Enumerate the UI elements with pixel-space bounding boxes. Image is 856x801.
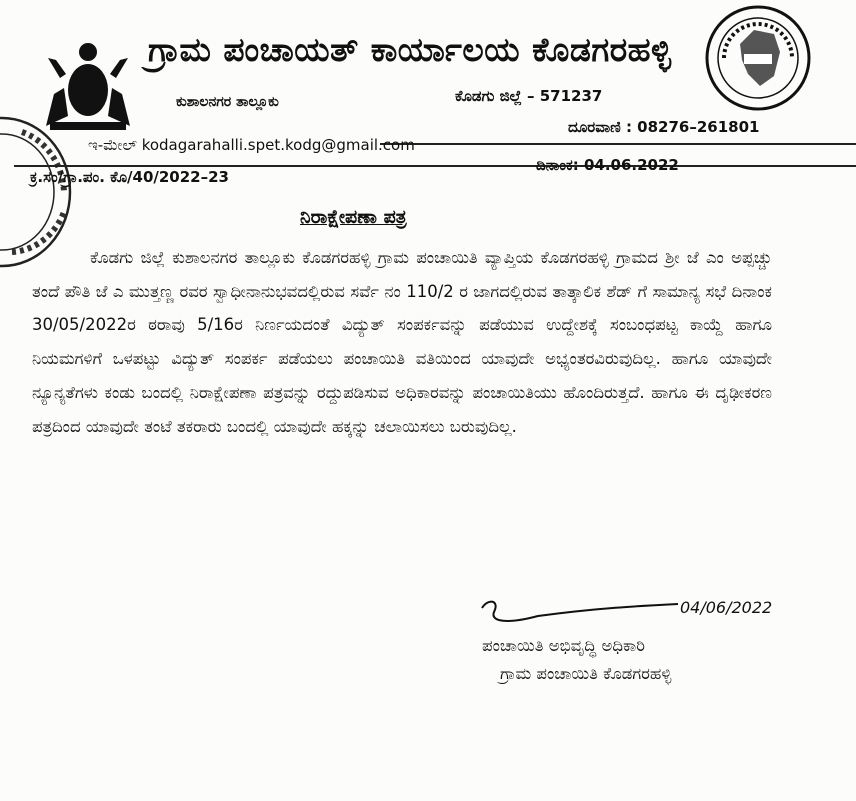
email-address: ಇ-ಮೇಲ್ kodagarahalli.spet.kodg@gmail.com [88, 136, 415, 154]
reference-divider [14, 165, 856, 167]
letter-body: ಕೊಡಗು ಜಿಲ್ಲೆ ಕುಶಾಲನಗರ ತಾಲ್ಲೂಕು ಕೊಡಗರಹಳ್ಳಿ ಗ್ರಾಮ ಪಂಚಾಯಿತಿ ವ್ಯಾಪ್ತಿಯ ಕೊಡಗರಹಳ್ಳಿ ಗ್ರಾಮದ ಶ್ರೀ ಜೆ ಎಂ ಅಪ್ಪಚ್ಚು ತಂದೆ ಪೌತಿ ಜೆ ಎ ಮುತ್ತಣ್ಣ ರವರ ಸ್ವಾಧೀನಾನುಭವದಲ್ಲಿರುವ ಸರ್ವೆ ನಂ 110/2 ರ ಜಾಗದಲ್ಲಿರುವ ತಾತ್ಕಾಲಿಕ ಶೆಡ್ ಗೆ ಸಾಮಾನ್ಯ ಸಭೆ ದಿನಾಂಕ 30/05/2022ರ ಠರಾವು 5/16ರ ನಿರ್ಣಯದಂತೆ ವಿದ್ಯುತ್ ಸಂಪರ್ಕವನ್ನು ಪಡೆಯುವ ಉದ್ದೇಶಕ್ಕೆ ಸಂಬಂಧಪಟ್ಟ ಕಾಯ್ದೆ ಹಾಗೂ ನಿಯಮಗಳಿಗೆ ಒಳಪಟ್ಟು ವಿದ್ಯುತ್ ಸಂಪರ್ಕ ಪಡೆಯಲು ಪಂಚಾಯಿತಿ ವತಿಯಿಂದ ಯಾವುದೇ ಅಭ್ಯಂತರವಿರುವುದಿಲ್ಲ. ಹಾಗೂ ಯಾವುದೇ ನ್ಯೂನ್ಯತೆಗಳು ಕಂಡು ಬಂದಲ್ಲಿ ನಿರಾಕ್ಷೇಪಣಾ ಪತ್ರವನ್ನು ರದ್ದುಪಡಿಸುವ ಅಧಿಕಾರವನ್ನು ಪಂಚಾಯಿತಿಯು ಹೊಂದಿರುತ್ತದೆ. ಹಾಗೂ ಈ ದೃಢೀಕರಣ ಪತ್ರದಿಂದ ಯಾವುದೇ ತಂಟೆ ತಕರಾರು ಬಂದಲ್ಲಿ ಯಾವುದೇ ಹಕ್ಕನ್ನು ಚಲಾಯಿಸಲು ಬರುವುದಿಲ್ಲ. [32, 248, 772, 436]
district-pincode: ಕೊಡಗು ಜಿಲ್ಲೆ – 571237 [455, 87, 603, 105]
header-divider [380, 143, 856, 145]
signature-date: 04/06/2022 [680, 598, 773, 617]
office-seal-icon [704, 4, 812, 112]
reference-number: ಕ್ರ.ಸಂ/ಗ್ರಾ.ಪಂ. ಕೊ/40/2022–23 [30, 168, 229, 186]
taluk-label: ಕುಶಾಲನಗರ ತಾಲ್ಲೂಕು [176, 94, 279, 110]
letter-heading: ನಿರಾಕ್ಷೇಪಣಾ ಪತ್ರ [300, 206, 407, 228]
officer-office: ಗ್ರಾಮ ಪಂಚಾಯಿತಿ ಕೊಡಗರಹಳ್ಳಿ [500, 664, 672, 683]
officer-designation: ಪಂಚಾಯಿತಿ ಅಭಿವೃದ್ಧಿ ಅಧಿಕಾರಿ [482, 636, 645, 655]
phone-number: ದೂರವಾಣಿ : 08276–261801 [568, 118, 760, 136]
letter-date: ದಿನಾಂಕ: 04.06.2022 [536, 156, 679, 174]
office-title: ಗ್ರಾಮ ಪಂಚಾಯತ್ ಕಾರ್ಯಾಲಯ ಕೊಡಗರಹಳ್ಳಿ [148, 30, 672, 69]
